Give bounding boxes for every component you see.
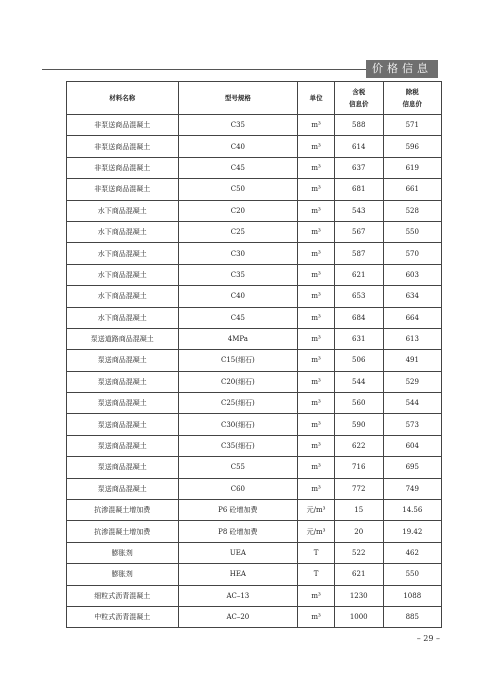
table-row: [67, 286, 442, 307]
table-row: [67, 157, 442, 178]
cell-spec: C20(细石): [178, 371, 298, 392]
cell-unit: m³: [298, 243, 335, 264]
cell-material-name: 水下商品混凝土: [67, 264, 179, 285]
cell-material-name: 中粒式沥青混凝土: [67, 606, 179, 627]
table-header-row: [67, 82, 442, 115]
cell-material-name: 抗渗混凝土增加费: [67, 521, 179, 542]
cell-price-with-tax: 543: [334, 200, 383, 221]
cell-spec: C35: [178, 264, 298, 285]
cell-price-with-tax: 684: [334, 307, 383, 328]
cell-spec: UEA: [178, 542, 298, 563]
cell-unit: m³: [298, 457, 335, 478]
table-row: [67, 179, 442, 200]
cell-spec: C50: [178, 179, 298, 200]
cell-material-name: 泵送商品混凝土: [67, 457, 179, 478]
cell-unit: m³: [298, 136, 335, 157]
cell-price-with-tax: 588: [334, 115, 383, 136]
table-row: [67, 393, 442, 414]
cell-unit: 元/m³: [298, 521, 335, 542]
table-row: [67, 500, 442, 521]
cell-spec: P8 砼增加费: [178, 521, 298, 542]
cell-material-name: 非泵送商品混凝土: [67, 136, 179, 157]
cell-price-with-tax: 621: [334, 564, 383, 585]
table-row: [67, 478, 442, 499]
cell-price-with-tax: 15: [334, 500, 383, 521]
cell-material-name: 膨胀剂: [67, 542, 179, 563]
cell-material-name: 抗渗混凝土增加费: [67, 500, 179, 521]
cell-material-name: 水下商品混凝土: [67, 243, 179, 264]
cell-material-name: 泵送商品混凝土: [67, 371, 179, 392]
table-row: [67, 115, 442, 136]
cell-price-without-tax: 550: [383, 221, 441, 242]
cell-material-name: 非泵送商品混凝土: [67, 115, 179, 136]
table-row: [67, 328, 442, 349]
cell-unit: m³: [298, 350, 335, 371]
cell-price-without-tax: 573: [383, 414, 441, 435]
header-price-without-tax: 除税 信息价: [383, 82, 441, 115]
cell-price-with-tax: 506: [334, 350, 383, 371]
table-row: [67, 264, 442, 285]
cell-unit: m³: [298, 585, 335, 606]
cell-spec: C45: [178, 307, 298, 328]
cell-price-with-tax: 590: [334, 414, 383, 435]
table-row: [67, 136, 442, 157]
price-table: [66, 81, 442, 628]
cell-material-name: 水下商品混凝土: [67, 221, 179, 242]
cell-price-without-tax: 529: [383, 371, 441, 392]
cell-price-without-tax: 462: [383, 542, 441, 563]
header-price-with-tax: 含税 信息价: [334, 82, 383, 115]
table-row: [67, 371, 442, 392]
cell-price-without-tax: 14.56: [383, 500, 441, 521]
cell-price-with-tax: 772: [334, 478, 383, 499]
cell-price-without-tax: 664: [383, 307, 441, 328]
cell-unit: m³: [298, 435, 335, 456]
table-row: [67, 457, 442, 478]
table-row: [67, 200, 442, 221]
cell-price-with-tax: 637: [334, 157, 383, 178]
cell-material-name: 泵送商品混凝土: [67, 478, 179, 499]
cell-spec: C55: [178, 457, 298, 478]
cell-price-with-tax: 1000: [334, 606, 383, 627]
cell-unit: 元/m³: [298, 500, 335, 521]
cell-material-name: 泵送商品混凝土: [67, 393, 179, 414]
cell-material-name: 泵送商品混凝土: [67, 435, 179, 456]
cell-spec: HEA: [178, 564, 298, 585]
cell-price-with-tax: 567: [334, 221, 383, 242]
cell-price-without-tax: 570: [383, 243, 441, 264]
cell-price-with-tax: 560: [334, 393, 383, 414]
cell-price-without-tax: 603: [383, 264, 441, 285]
cell-unit: m³: [298, 200, 335, 221]
cell-spec: C30(细石): [178, 414, 298, 435]
cell-price-with-tax: 631: [334, 328, 383, 349]
cell-spec: C35: [178, 115, 298, 136]
cell-unit: m³: [298, 307, 335, 328]
table-row: [67, 221, 442, 242]
cell-material-name: 水下商品混凝土: [67, 200, 179, 221]
cell-material-name: 膨胀剂: [67, 564, 179, 585]
cell-price-with-tax: 621: [334, 264, 383, 285]
header-spec: 型号规格: [178, 82, 298, 115]
cell-price-without-tax: 550: [383, 564, 441, 585]
cell-price-without-tax: 885: [383, 606, 441, 627]
cell-material-name: 水下商品混凝土: [67, 307, 179, 328]
cell-price-without-tax: 619: [383, 157, 441, 178]
cell-price-without-tax: 528: [383, 200, 441, 221]
table-row: [67, 243, 442, 264]
cell-price-with-tax: 522: [334, 542, 383, 563]
cell-price-without-tax: 613: [383, 328, 441, 349]
cell-price-with-tax: 587: [334, 243, 383, 264]
cell-price-with-tax: 1230: [334, 585, 383, 606]
cell-price-with-tax: 622: [334, 435, 383, 456]
cell-material-name: 非泵送商品混凝土: [67, 179, 179, 200]
cell-spec: P6 砼增加费: [178, 500, 298, 521]
table-row: [67, 521, 442, 542]
cell-unit: m³: [298, 414, 335, 435]
cell-spec: C40: [178, 286, 298, 307]
cell-price-without-tax: 571: [383, 115, 441, 136]
cell-material-name: 细粒式沥青混凝土: [67, 585, 179, 606]
cell-material-name: 泵送道路商品混凝土: [67, 328, 179, 349]
cell-unit: m³: [298, 157, 335, 178]
cell-unit: m³: [298, 606, 335, 627]
cell-price-with-tax: 653: [334, 286, 383, 307]
cell-unit: m³: [298, 286, 335, 307]
cell-price-without-tax: 634: [383, 286, 441, 307]
cell-unit: m³: [298, 179, 335, 200]
cell-unit: m³: [298, 115, 335, 136]
cell-spec: C30: [178, 243, 298, 264]
table-row: [67, 307, 442, 328]
cell-price-with-tax: 614: [334, 136, 383, 157]
cell-price-without-tax: 1088: [383, 585, 441, 606]
table-row: [67, 585, 442, 606]
cell-unit: m³: [298, 264, 335, 285]
table-row: [67, 350, 442, 371]
cell-spec: AC–13: [178, 585, 298, 606]
cell-material-name: 泵送商品混凝土: [67, 350, 179, 371]
cell-price-without-tax: 695: [383, 457, 441, 478]
cell-spec: C45: [178, 157, 298, 178]
cell-material-name: 水下商品混凝土: [67, 286, 179, 307]
cell-unit: m³: [298, 371, 335, 392]
cell-price-without-tax: 604: [383, 435, 441, 456]
cell-price-with-tax: 544: [334, 371, 383, 392]
header-rule: [42, 69, 366, 70]
cell-price-with-tax: 681: [334, 179, 383, 200]
cell-spec: 4MPa: [178, 328, 298, 349]
page-number: – 29 –: [416, 634, 440, 643]
cell-spec: C35(细石): [178, 435, 298, 456]
cell-unit: m³: [298, 478, 335, 499]
cell-price-without-tax: 596: [383, 136, 441, 157]
cell-price-with-tax: 716: [334, 457, 383, 478]
header-material-name: 材料名称: [67, 82, 179, 115]
cell-unit: T: [298, 564, 335, 585]
cell-price-without-tax: 491: [383, 350, 441, 371]
cell-price-without-tax: 661: [383, 179, 441, 200]
cell-material-name: 非泵送商品混凝土: [67, 157, 179, 178]
cell-price-without-tax: 19.42: [383, 521, 441, 542]
cell-unit: m³: [298, 393, 335, 414]
cell-spec: C40: [178, 136, 298, 157]
cell-unit: m³: [298, 221, 335, 242]
cell-spec: C60: [178, 478, 298, 499]
table-row: [67, 542, 442, 563]
cell-price-without-tax: 749: [383, 478, 441, 499]
table-row: [67, 606, 442, 627]
table-row: [67, 414, 442, 435]
cell-spec: C25: [178, 221, 298, 242]
cell-material-name: 泵送商品混凝土: [67, 414, 179, 435]
cell-price-with-tax: 20: [334, 521, 383, 542]
section-title: 价格信息: [366, 60, 438, 78]
table-row: [67, 435, 442, 456]
cell-unit: m³: [298, 328, 335, 349]
cell-spec: C15(细石): [178, 350, 298, 371]
cell-spec: C20: [178, 200, 298, 221]
header-unit: 单位: [298, 82, 335, 115]
cell-spec: C25(细石): [178, 393, 298, 414]
cell-price-without-tax: 544: [383, 393, 441, 414]
cell-spec: AC–20: [178, 606, 298, 627]
cell-unit: T: [298, 542, 335, 563]
table-row: [67, 564, 442, 585]
